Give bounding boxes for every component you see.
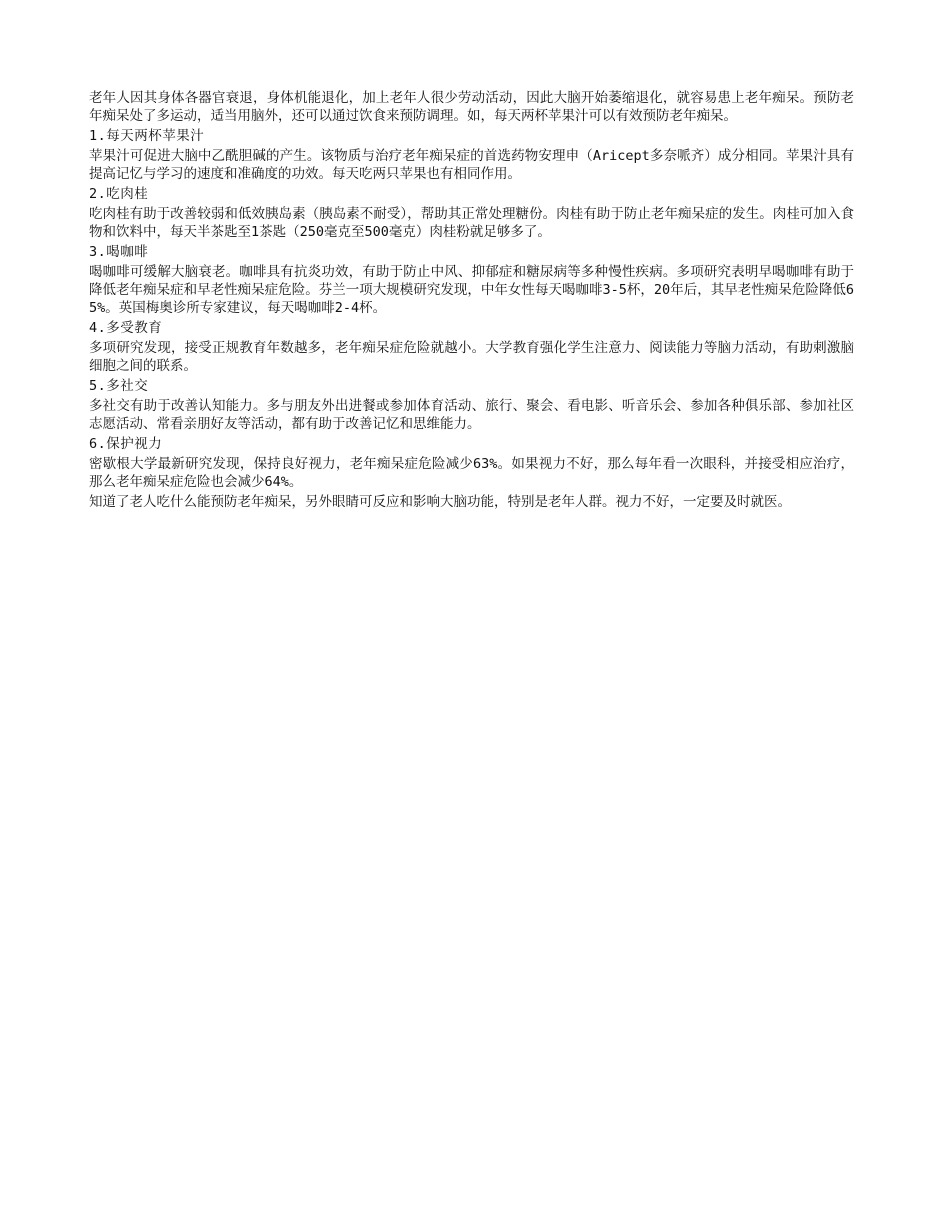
document-page xyxy=(89,89,854,513)
intro-paragraph: 老年人因其身体各器官衰退，身体机能退化，加上老年人很少劳动活动，因此大脑开始萎缩退化，就容易患上老年痴呆。预防老年痴呆处了多运动，适当用脑外，还可以通过饮食来预防调理。如，每天两杯苹果汁可以有效预防老年痴呆。 xyxy=(89,90,854,124)
section-heading-vision: 6.保护视力 xyxy=(89,436,163,452)
section-heading-education: 4.多受教育 xyxy=(89,320,163,336)
section-heading-coffee: 3.喝咖啡 xyxy=(89,244,149,260)
section-body-vision: 密歇根大学最新研究发现，保持良好视力，老年痴呆症危险减少63%。如果视力不好，那么每年看一次眼科，并接受相应治疗，那么老年痴呆症危险也会减少64%。 xyxy=(89,456,854,490)
section-body-education: 多项研究发现，接受正规教育年数越多，老年痴呆症危险就越小。大学教育强化学生注意力、阅读能力等脑力活动，有助刺激脑细胞之间的联系。 xyxy=(89,340,854,374)
section-heading-apple-juice: 1.每天两杯苹果汁 xyxy=(89,128,205,144)
section-body-social: 多社交有助于改善认知能力。多与朋友外出进餐或参加体育活动、旅行、聚会、看电影、听音乐会、参加各种俱乐部、参加社区志愿活动、常看亲朋好友等活动，都有助于改善记忆和思维能力。 xyxy=(89,398,854,432)
section-heading-social: 5.多社交 xyxy=(89,378,149,394)
conclusion-paragraph: 知道了老人吃什么能预防老年痴呆，另外眼睛可反应和影响大脑功能，特别是老年人群。视力不好，一定要及时就医。 xyxy=(89,494,791,510)
section-body-coffee: 喝咖啡可缓解大脑衰老。咖啡具有抗炎功效，有助于防止中风、抑郁症和糖尿病等多种慢性疾病。多项研究表明早喝咖啡有助于降低老年痴呆症和早老性痴呆症危险。芬兰一项大规模研究发现，中年女性每天喝咖啡3-5杯，20年后，其早老性痴呆危险降低65%。英国梅奥诊所专家建议，每天喝咖啡2-4杯。 xyxy=(89,264,854,316)
section-body-cinnamon: 吃肉桂有助于改善较弱和低效胰岛素（胰岛素不耐受），帮助其正常处理糖份。肉桂有助于防止老年痴呆症的发生。肉桂可加入食物和饮料中，每天半茶匙至1茶匙（250毫克至500毫克）肉桂粉就足够多了。 xyxy=(89,206,854,240)
section-heading-cinnamon: 2.吃肉桂 xyxy=(89,186,149,202)
section-body-apple-juice: 苹果汁可促进大脑中乙酰胆碱的产生。该物质与治疗老年痴呆症的首选药物安理申（Aricept多奈哌齐）成分相同。苹果汁具有提高记忆与学习的速度和准确度的功效。每天吃两只苹果也有相同作用。 xyxy=(89,148,854,182)
